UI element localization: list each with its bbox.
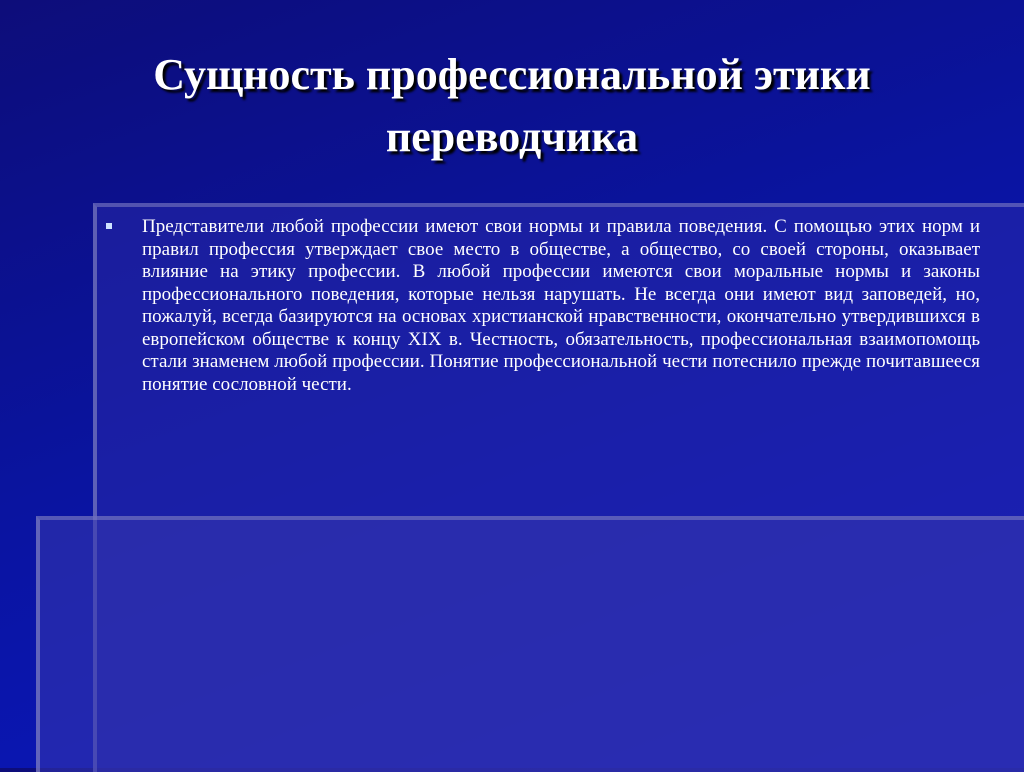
lower-background-panel [36,516,1024,772]
square-bullet-icon [106,223,112,229]
slide-title-line-2: переводчика [385,112,639,161]
slide-title [0,44,1024,168]
slide-title-line-1: Сущность профессиональной этики [153,50,871,99]
bullet-list [106,216,980,396]
bullet-item [106,216,980,396]
bullet-text: Представители любой профессии имеют свои нормы и правила поведения. С помощью этих норм и правил профессия утверждает свое место в обществе, а общество, со своей стороны, оказывает влияние на этику профессии. В любой профессии имеются свои моральные нормы и законы профессионального поведения, которые нельзя нарушать. Не всегда они имеют вид заповедей, но, пожалуй, всегда базируются на основах христианской нравственности, окончательно утвердившихся в европейском обществе к концу XIX в. Честность, обязательность, профессиональная взаимопомощь стали знаменем любой профессии. Понятие профессиональной чести потеснило прежде почитавшееся понятие сословной чести. [142,216,980,395]
